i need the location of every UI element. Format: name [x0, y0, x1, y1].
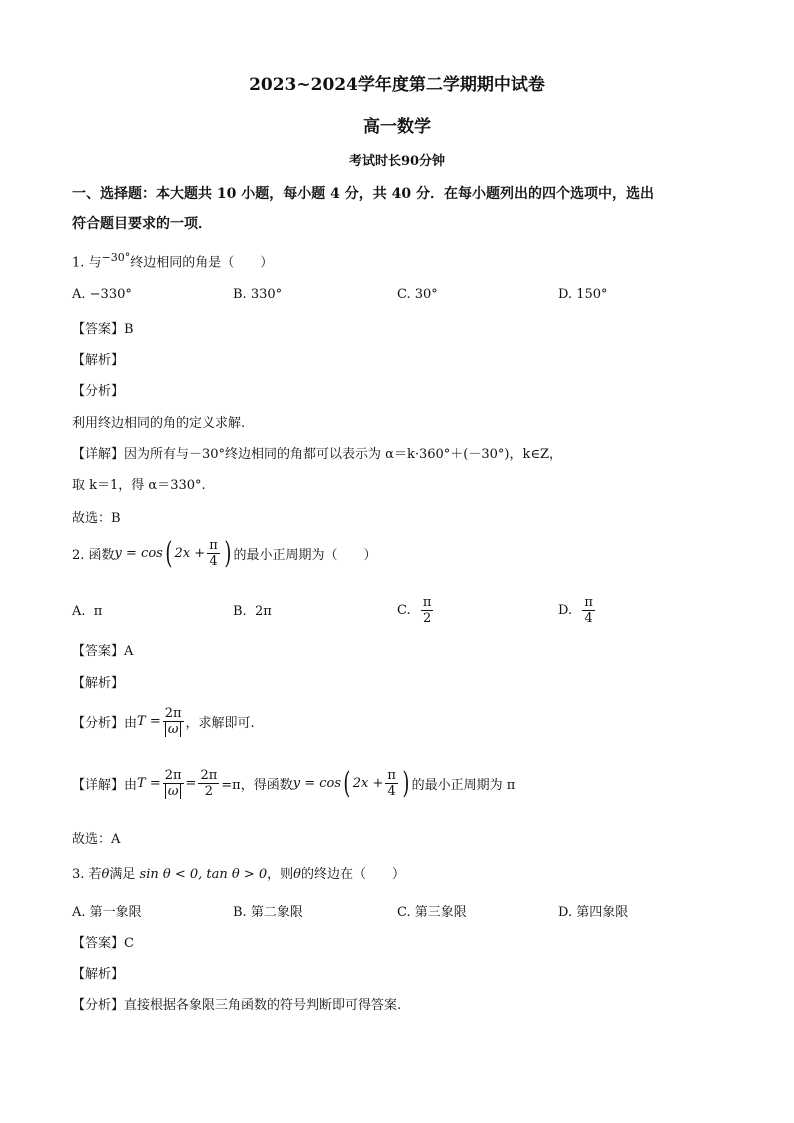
q1-suffix: 终边相同的角是（ ） [130, 255, 274, 271]
q2-select: 故选：A [72, 832, 121, 847]
q1-select: 故选：B [72, 511, 121, 526]
q1-detail-line1: 【详解】因为所有与－30°终边相同的角都可以表示为 α＝k·360°＋(－30°)，k∈Z， [72, 447, 562, 462]
q3-option-b: B. 第二象限 [233, 905, 303, 920]
q1-prefix: 1. 与 [72, 255, 102, 271]
q2-jiexi: 【解析】 [72, 676, 125, 691]
q1-option-d: D. 150° [558, 287, 608, 302]
subject-title: 高一数学 [363, 117, 431, 137]
q1-jiexi: 【解析】 [72, 353, 125, 368]
q1-fenxi-text: 利用终边相同的角的定义求解. [72, 416, 246, 431]
exam-duration: 考试时长90分钟 [348, 154, 446, 169]
q3-option-a: A. 第一象限 [72, 905, 142, 920]
section-heading: 一、选择题：本大题共 10 小题，每小题 4 分，共 40 分．在每小题列出的四个选项中，选出 [72, 186, 654, 202]
q1-fenxi: 【分析】 [72, 384, 125, 399]
q3-answer: 【答案】C [72, 936, 134, 951]
q2-option-d: D. $\frac{\pi}{4}$ [558, 595, 593, 626]
q2-fenxi: 【分析】由 T = $\frac{2\pi}{\omega}$ ，求解即可. [72, 706, 255, 737]
q1-detail-line2: 取 k＝1，得 α＝330°. [72, 478, 206, 493]
question-1 [72, 251, 273, 270]
left-paren-icon: ( [165, 535, 173, 571]
section-heading-cont: 符合题目要求的一项． [72, 216, 212, 232]
q2-option-c: C. $\frac{\pi}{2}$ [397, 595, 432, 626]
q3-option-d: D. 第四象限 [558, 905, 629, 920]
q3-option-c: C. 第三象限 [397, 905, 467, 920]
left-paren-icon: ( [343, 765, 351, 801]
q3-jiexi: 【解析】 [72, 967, 125, 982]
q2-suffix: 的最小正周期为（ ） [233, 548, 377, 563]
q2-detail: 【详解】由 T = $\frac{2\pi}{\omega}$ = $\frac{2\pi}{2}$ =π，得函数 y = cos ( 2x + $\frac{\pi}{4}$ ) 的最小正周期为 π [72, 765, 516, 801]
q1-angle: −30° [101, 251, 131, 264]
q2-prefix: 2. 函数 [72, 548, 115, 563]
question-3: 3. 若θ满足 sin θ < 0, tan θ > 0，则θ的终边在（ ） [72, 867, 405, 882]
q2-fraction: $\frac{\pi}{4}$ [209, 538, 218, 569]
q1-option-b: B. 330° [233, 287, 283, 302]
q1-option-c: C. 30° [397, 287, 438, 302]
q3-fenxi: 【分析】直接根据各象限三角函数的符号判断即可得答案. [72, 998, 402, 1013]
right-paren-icon: ) [224, 535, 232, 571]
q2-option-a: A. π [72, 604, 103, 619]
right-paren-icon: ) [402, 765, 410, 801]
q2-option-b: B. 2π [233, 604, 272, 619]
exam-title: 2023~2024学年度第二学期期中试卷 [249, 75, 545, 95]
q1-answer: 【答案】B [72, 322, 134, 337]
q1-option-a: A. −330° [72, 287, 132, 302]
question-2 [72, 535, 377, 571]
q2-func-inner: 2x + [174, 546, 206, 561]
q2-answer: 【答案】A [72, 644, 134, 659]
q2-func-lhs: y = cos [114, 546, 163, 561]
